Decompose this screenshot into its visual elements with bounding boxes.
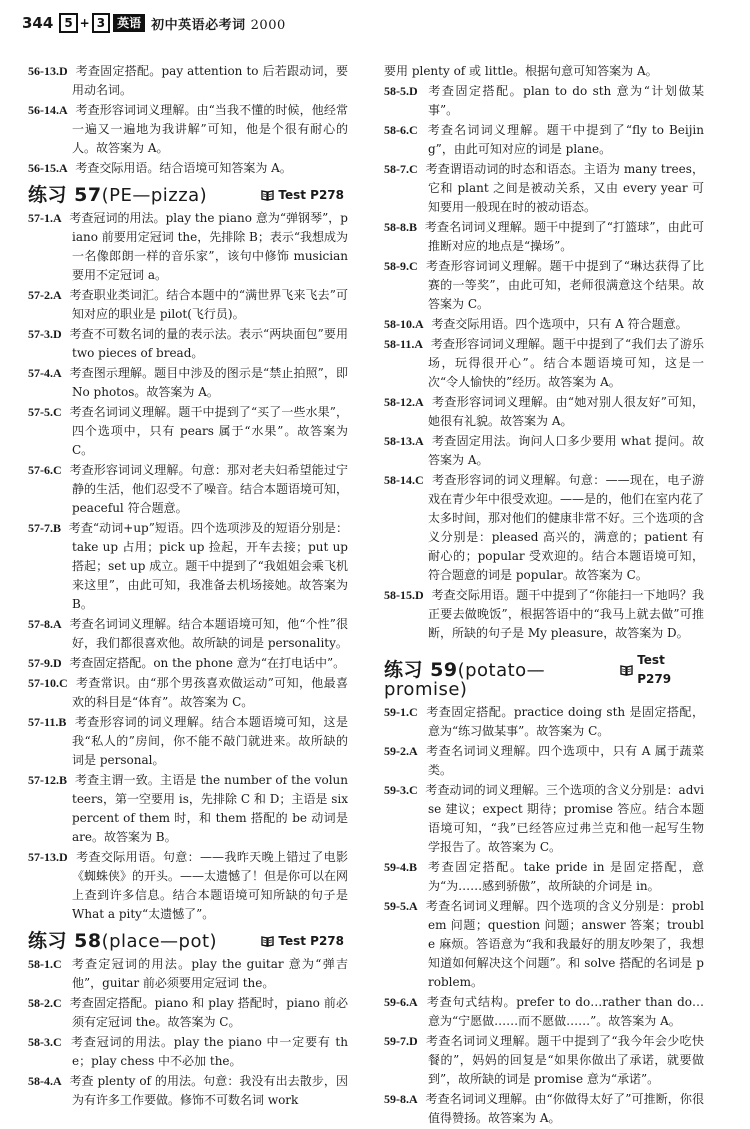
section-59-header: [384, 651, 704, 699]
answer-number: 58-2.C: [28, 996, 62, 1010]
answer-entry: [384, 993, 704, 1031]
answer-number: 59-4.B: [384, 859, 417, 874]
book-pointer-icon: [620, 665, 633, 676]
answer-number: 57-7.B: [28, 521, 61, 535]
answer-entry: [384, 432, 704, 470]
answer-entry: [384, 858, 704, 896]
answer-number: 57-6.C: [28, 463, 62, 477]
answer-text: 考查冠词的用法。play the piano 中一定要有 the；play chess 中不必加 the。: [71, 1035, 348, 1068]
answer-number: 58-12.A: [384, 395, 424, 409]
test-ref: [620, 651, 700, 689]
answer-entry: [28, 955, 348, 993]
answer-number: 58-14.C: [384, 473, 424, 487]
answer-number: 56-14.A: [28, 103, 68, 117]
answer-entry: [384, 742, 704, 780]
answer-text: 考查名词词义理解。四个选项的含义分别是：problem 问题；question 问题；answer 答案；trouble 麻烦。答语意为“我和我最好的朋友吵架了，我想知道如何解决这个问题”。和 solve 搭配的名词是 problem。: [425, 898, 704, 989]
answer-number: 58-1.C: [28, 957, 62, 971]
answer-entry: [384, 703, 704, 741]
test-ref-text: Test P279: [637, 653, 672, 686]
answer-number: 57-4.A: [28, 366, 62, 380]
answer-text: 考查常识。由“那个男孩喜欢做运动”可知，他最喜欢的科目是“体育”。故答案为 C。: [72, 676, 348, 709]
answer-entry: [384, 1032, 704, 1089]
answer-entry: [28, 364, 348, 402]
answer-text: 考查形容词的词义理解。结合本题语境可知，这是我“私人的”房间，你不能不敲门就进来。故所缺的词是 personal。: [72, 715, 348, 767]
answer-text: 考查固定搭配。plan to do sth 意为“计划做某事”。: [428, 84, 704, 117]
section-range: (place—pot): [101, 931, 218, 952]
section-58-header: [28, 932, 348, 951]
entries-58-left: [28, 955, 348, 1110]
right-column: [384, 62, 704, 1129]
section-range: (potato—promise): [384, 659, 546, 700]
book-title: [151, 14, 286, 33]
answer-text: 考查定冠词的用法。play the guitar 意为“弹吉他”，guitar 前必须要用定冠词 the。: [71, 957, 348, 990]
answer-number: 58-6.C: [384, 123, 418, 137]
answer-entry: [28, 286, 348, 324]
answer-entry: [384, 315, 704, 334]
book-pointer-icon: [261, 936, 274, 947]
section-title: [28, 186, 207, 205]
answer-text: 考查形容词词义理解。由“她对别人很友好”可知，她很有礼貌。故答案为 A。: [428, 395, 704, 428]
answer-entry: [28, 403, 348, 460]
answer-entry: [384, 121, 704, 159]
answer-entry: [28, 325, 348, 363]
answer-text: 考查 plenty of 的用法。句意：我没有出去散步，因为有许多工作要做。修饰不可数名词 work: [69, 1074, 348, 1107]
answer-entry: [28, 519, 348, 614]
answer-number: 59-1.C: [384, 704, 418, 719]
book-title-number: 2000: [250, 17, 286, 33]
logo-three: 3: [92, 13, 110, 33]
answer-entry-continued: [384, 62, 704, 81]
answer-entry: [28, 674, 348, 712]
answer-number: 57-1.A: [28, 211, 62, 225]
answer-text: 考查动词的词义理解。三个选项的含义分别是：advise 建议；expect 期待；promise 答应。结合本题语境可知，“我”已经答应过弗兰克和他一起写生物学报告了。故答案为 C。: [425, 782, 704, 854]
section-title-text: 练习 57: [28, 184, 102, 206]
answer-entry: [28, 461, 348, 518]
answer-number: 58-13.A: [384, 434, 424, 448]
entries-56: [28, 62, 348, 178]
answer-number: 58-7.C: [384, 162, 418, 176]
answer-entry: [384, 471, 704, 585]
answer-text: 要用 plenty of 或 little。根据句意可知答案为 A。: [384, 64, 658, 78]
answer-number: 56-15.A: [28, 161, 68, 175]
answer-entry: [28, 771, 348, 847]
section-title-text: 练习 59: [384, 658, 458, 681]
book-title-text: 初中英语必考词: [151, 17, 246, 33]
answer-text: 考查形容词词义理解。句意：那对老夫妇希望能过宁静的生活，他们忍受不了噪音。结合本题语境可知，peaceful 符合题意。: [69, 463, 349, 515]
answer-text: 考查交际用语。句意：——我昨天晚上错过了电影《蜘蛛侠》的开头。——太遗憾了！但是你可以在网上查到许多信息。结合本题语境可知所缺的句子是 What a pity“太遗憾了”。: [72, 850, 349, 921]
test-ref-text: Test P278: [278, 188, 344, 202]
answer-entry: [28, 848, 348, 924]
answer-number: 57-11.B: [28, 715, 67, 729]
answer-entry: [28, 615, 348, 653]
answer-text: 考查冠词的用法。play the piano 意为“弹钢琴”，piano 前要用定冠词 the，先排除 B；表示“我想成为一名像郎朗一样的音乐家”，该句中修饰 musician 要用不定冠词 a。: [69, 211, 348, 282]
answer-entry: [384, 160, 704, 217]
answer-entry: [384, 781, 704, 857]
answer-number: 58-4.A: [28, 1074, 62, 1088]
answer-number: 57-8.A: [28, 617, 62, 631]
answer-text: 考查交际用语。结合语境可知答案为 A。: [75, 161, 292, 175]
answer-entry: [384, 82, 704, 120]
answer-entry: [28, 101, 348, 158]
answer-number: 57-2.A: [28, 288, 62, 302]
answer-text: 考查交际用语。题干中提到了“你能扫一下地吗？我正要去做晚饭”，根据答语中的“我马上就去做”可推断，所缺的句子是 My pleasure，故答案为 D。: [428, 588, 704, 640]
answer-number: 58-3.C: [28, 1035, 62, 1049]
answer-entry: [28, 654, 348, 673]
answer-entry: [384, 1090, 704, 1128]
answer-entry: [384, 393, 704, 431]
answer-entry: [384, 586, 704, 643]
answer-entry: [28, 713, 348, 770]
answer-entry: [384, 897, 704, 992]
section-title-text: 练习 58: [28, 930, 102, 952]
answer-number: 59-6.A: [384, 994, 418, 1009]
answer-text: 考查名词词义理解。四个选项中，只有 A 属于蔬菜类。: [426, 743, 704, 777]
answer-text: 考查谓语动词的时态和语态。主语为 many trees，它和 plant 之间是被动关系，又由 every year 可知要用一般现在时的被动语态。: [425, 162, 704, 214]
logo-brand: 英语: [113, 14, 145, 32]
entries-58-right: [384, 62, 704, 643]
answer-entry: [384, 218, 704, 256]
section-57-header: [28, 186, 348, 205]
answer-text: 考查名词词义理解。题干中提到了“打篮球”，由此可推断对应的地点是“操场”。: [424, 220, 704, 253]
answer-text: 考查名词词义理解。题干中提到了“我今年会少吃快餐的”，妈妈的回复是“如果你做出了承诺，就要做到”，故所缺的词是 promise 意为“承诺”。: [426, 1033, 704, 1086]
test-ref-text: Test P278: [278, 934, 344, 948]
answer-number: 58-11.A: [384, 337, 423, 351]
answer-text: 考查主谓一致。主语是 the number of the volunteers，第一空要用 is，先排除 C 和 D；主语是 six percent of them 时，和 them 搭配的 be 动词是 are。故答案为 B。: [72, 773, 348, 844]
answer-number: 58-8.B: [384, 220, 417, 234]
book-pointer-icon: [261, 190, 274, 201]
answer-number: 57-3.D: [28, 327, 62, 341]
section-range: (PE—pizza): [101, 185, 208, 206]
answer-number: 58-5.D: [384, 84, 418, 98]
answer-number: 57-10.C: [28, 676, 68, 690]
test-ref: [261, 932, 344, 951]
test-ref: [261, 186, 344, 205]
answer-text: 考查名词词义理解。由“你做得太好了”可推断，你很值得赞扬。故答案为 A。: [425, 1091, 704, 1125]
left-column: [28, 62, 348, 1111]
answer-number: 59-7.D: [384, 1033, 418, 1048]
section-title: [28, 932, 217, 951]
answer-entry: [28, 1033, 348, 1071]
answer-text: 考查职业类词汇。结合本题中的“满世界飞来飞去”可知对应的职业是 pilot(飞行员)。: [69, 288, 348, 321]
answer-number: 57-9.D: [28, 656, 62, 670]
answer-entry: [28, 62, 348, 100]
answer-text: 考查交际用语。四个选项中，只有 A 符合题意。: [431, 317, 688, 331]
answer-entry: [28, 209, 348, 285]
answer-number: 58-9.C: [384, 259, 418, 273]
answer-text: 考查固定搭配。practice doing sth 是固定搭配，意为“练习做某事”。故答案为 C。: [426, 704, 704, 738]
answer-text: 考查名词词义理解。题干中提到了“买了一些水果”，四个选项中，只有 pears 属于“水果”。故答案为 C。: [69, 405, 348, 457]
page-header: [22, 6, 286, 40]
answer-text: 考查名词词义理解。结合本题语境可知，他“个性”很好，我们都很喜欢他。故所缺的词是 personality。: [69, 617, 348, 650]
answer-number: 58-10.A: [384, 317, 424, 331]
answer-number: 59-2.A: [384, 743, 418, 758]
answer-entry: [28, 994, 348, 1032]
page-number: 344: [22, 14, 54, 32]
answer-text: 考查形容词的词义理解。句意：——现在，电子游戏在青少年中很受欢迎。——是的，他们在室内花了太多时间，那对他们的健康非常不好。三个选项的含义分别是：pleased 高兴的，满意的；patient 有耐心的；popular 受欢迎的。结合本题语境可知，符合题意的词是 popular。故答案为 C。: [428, 473, 705, 582]
section-title: [384, 658, 620, 700]
answer-text: 考查不可数名词的量的表示法。表示“两块面包”要用 two pieces of bread。: [69, 327, 348, 360]
answer-number: 56-13.D: [28, 64, 68, 78]
answer-number: 57-5.C: [28, 405, 62, 419]
answer-entry: [28, 159, 348, 178]
answer-text: 考查形容词词义理解。题干中提到了“琳达获得了比赛的一等奖”，由此可知，老师很满意这个结果。故答案为 C。: [426, 259, 704, 311]
answer-text: 考查形容词词义理解。由“当我不懂的时候，他经常一遍又一遍地为我讲解”可知，他是个很有耐心的人。故答案为 A。: [72, 103, 348, 155]
answer-entry: [384, 257, 704, 314]
logo-plus: +: [79, 16, 90, 30]
answer-text: 考查固定用法。询问人口多少要用 what 提问。故答案为 A。: [428, 434, 704, 467]
answer-text: 考查图示理解。题目中涉及的图示是“禁止拍照”，即 No photos。故答案为 A。: [69, 366, 348, 399]
answer-text: 考查固定搭配。on the phone 意为“在打电话中”。: [69, 656, 346, 670]
answer-number: 59-5.A: [384, 898, 418, 913]
entries-59: [384, 703, 704, 1128]
answer-text: 考查固定搭配。pay attention to 后若跟动词，要用动名词。: [72, 64, 348, 97]
answer-entry: [384, 335, 704, 392]
entries-57: [28, 209, 348, 924]
answer-number: 59-8.A: [384, 1091, 418, 1106]
answer-text: 考查名词词义理解。题干中提到了“fly to Beijing”，由此可知对应的词是 plane。: [427, 123, 704, 156]
logo-five: 5: [59, 13, 77, 33]
answer-text: 考查句式结构。prefer to do…rather than do…意为“宁愿做……而不愿做……”。故答案为 A。: [426, 994, 704, 1028]
answer-number: 57-12.B: [28, 773, 67, 787]
answer-number: 58-15.D: [384, 588, 424, 602]
answer-text: 考查形容词词义理解。题干中提到了“我们去了游乐场，玩得很开心”。结合本题语境可知，这是一次“令人愉快的”经历。故答案为 A。: [428, 337, 704, 389]
answer-text: 考查固定搭配。piano 和 play 搭配时，piano 前必须有定冠词 the。故答案为 C。: [69, 996, 348, 1029]
answer-text: 考查“动词+up”短语。四个选项涉及的短语分别是：take up 占用；pick up 捡起，开车去接；put up 搭起；set up 成立。题干中提到了“我姐姐会乘飞机来这里”，由此可知，我准备去机场接她。故答案为 B。: [68, 521, 348, 611]
brand-logo: [59, 13, 145, 33]
answer-entry: [28, 1072, 348, 1110]
answer-number: 57-13.D: [28, 850, 68, 864]
answer-text: 考查固定搭配。take pride in 是固定搭配，意为“为……感到骄傲”，故所缺的介词是 in。: [427, 859, 704, 893]
answer-number: 59-3.C: [384, 782, 418, 797]
